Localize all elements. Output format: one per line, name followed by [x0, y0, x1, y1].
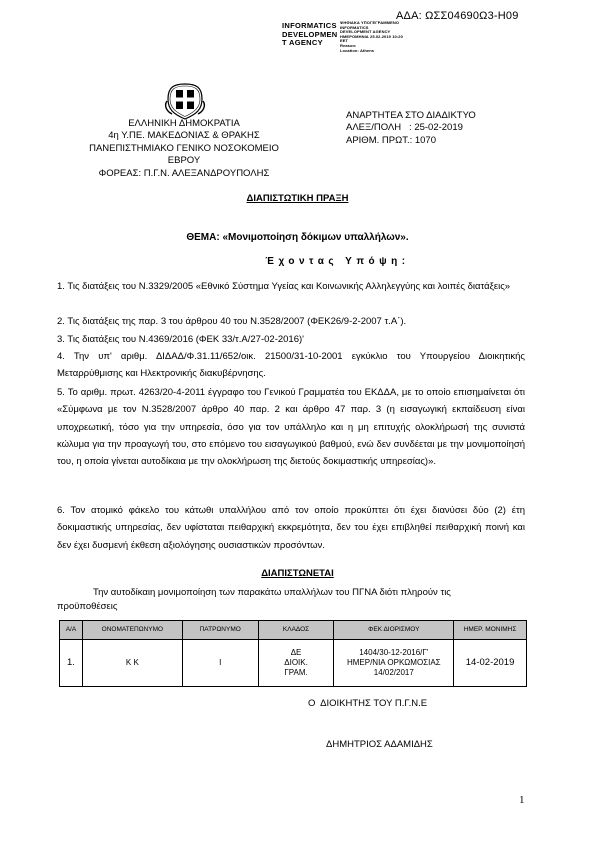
finding-text-continued: προϋποθέσεις	[57, 601, 118, 612]
column-header: ΠΑΤΡΩΝΥΜΟ	[182, 621, 258, 640]
clause-paragraph: 5. Το αριθμ. πρωτ. 4263/20-4-2011 έγγραφο του Γενικού Γραμματέα του ΕΚΔΔΑ, με το οποίο επισημαίνεται ότι «Σύμφωνα με τον Ν.3528/2007 άρθρο 40 παρ. 2 και άρθρο 47 παρ. 3 (η εισαγωγική εκπαίδευση είναι υποχρεωτική, τόσο για την υπηρεσία, όσο για τον υπάλληλο και η μη επιτυχής ολοκλήρωσή της συνιστά κώλυμα για την προαγωγή του, στο επόμενο του εισαγωγικού βαθμού, ενώ δεν συνδέεται με την μονιμοποίησή του, η οποία γίνεται αυτοδίκαια με την ολοκλήρωση της διετούς δοκιμαστικής υπηρεσίας)».	[57, 387, 525, 468]
finding-heading: ΔΙΑΠΙΣΤΩΝΕΤΑΙ	[261, 568, 334, 579]
column-header: ΦΕΚ ΔΙΟΡΙΣΜΟΥ	[334, 621, 454, 640]
clause-paragraph: 6. Τον ατομικό φάκελο του κάτωθι υπαλλήλου από τον οποίο προκύπτει ότι έχει διανύσει δύο (2) έτη δοκιμαστικής υπηρεσίας, δεν υφίσταται πειθαρχική εκκρεμότητα, δεν του έχει επιβληθεί πειθαρχική ποινή και δεν έχει δυσμενή έκθεση αξιολόγησης ουσιαστικών προσόντων.	[57, 505, 525, 551]
row-number: 1.	[60, 640, 83, 687]
employees-table	[59, 620, 527, 687]
publish-note: ΑΝΑΡΤΗΤΕΑ ΣΤΟ ΔΙΑΔΙΚΤΥΟ	[346, 110, 476, 121]
clause-paragraph: 4. Την υπ' αριθμ. ΔΙΔΑΔ/Φ.31.11/652/οικ. 21500/31-10-2001 εγκύκλιο του Υπουργείου Διοικητικής Μεταρρύθμισης και Ηλεκτρονικής διακυβέρνησης.	[57, 351, 525, 380]
issuer-line: ΠΑΝΕΠΙΣΤΗΜΙΑΚΟ ΓΕΝΙΚΟ ΝΟΣΟΚΟΜΕΙΟ	[89, 142, 279, 154]
protocol-number: ΑΡΙΘΜ. ΠΡΩΤ.: 1070	[346, 134, 437, 146]
finding-text: Την αυτοδίκαιη μονιμοποίηση των παρακάτω υπαλλήλων του ΠΓΝΑ διότι πληρούν τις	[93, 587, 451, 598]
document-type: ΔΙΑΠΙΣΤΩΤΙΚΗ ΠΡΑΞΗ	[246, 193, 349, 204]
subject-line: ΘΕΜΑ: «Μονιμοποίηση δόκιμων υπαλλήλων».	[186, 232, 409, 243]
issuer-line: ΦΟΡΕΑΣ: Π.Γ.Ν. ΑΛΕΞΑΝΔΡΟΥΠΟΛΗΣ	[98, 167, 270, 179]
issuer-block	[78, 118, 290, 180]
clause-paragraph: 3. Τις διατάξεις του Ν.4369/2016 (ΦΕΚ 33/τ.Α/27-02-2016)'	[57, 334, 304, 345]
tenure-date: 14-02-2019	[454, 640, 527, 687]
branch-cell: ΔΕ ΔΙΟΙΚ. ΓΡΑΜ.	[258, 640, 334, 687]
issuer-line: ΕΒΡΟΥ	[167, 155, 201, 167]
fek-cell: 1404/30-12-2016/Γ' ΗΜΕΡ/ΝΙΑ ΟΡΚΩΜΟΣΙΑΣ 14/02/2017	[334, 640, 454, 687]
having-in-mind-heading: Έχοντας Υπόψη:	[265, 256, 410, 267]
greek-emblem-icon	[164, 79, 206, 121]
signatory-name: ΔΗΜΗΤΡΙΟΣ ΑΔΑΜΙΔΗΣ	[326, 739, 433, 750]
table-header-row	[60, 621, 527, 640]
table-row	[60, 640, 527, 687]
signatory-title: Ο ΔΙΟΙΚΗΤΗΣ ΤΟΥ Π.Γ.Ν.Ε	[308, 698, 428, 709]
issuer-line: 4η Υ.ΠΕ. ΜΑΚΕΔΟΝΙΑΣ & ΘΡΑΚΗΣ	[108, 130, 260, 142]
page-number: 1	[519, 794, 525, 806]
column-header: Α/Α	[60, 621, 83, 640]
place-date: ΑΛΕΞ/ΠΟΛΗ : 25-02-2019	[346, 122, 463, 134]
clause-paragraph: 2. Τις διατάξεις της παρ. 3 του άρθρου 40 του Ν.3528/2007 (ΦΕΚ26/9-2-2007 τ.Α΄).	[57, 316, 407, 327]
column-header: ΚΛΑΔΟΣ	[258, 621, 334, 640]
father-name: Ι	[182, 640, 258, 687]
employee-name: Κ Κ	[82, 640, 182, 687]
document-meta	[346, 110, 476, 147]
column-header: ΟΝΟΜΑΤΕΠΩΝΥΜΟ	[82, 621, 182, 640]
issuer-line: ΕΛΛΗΝΙΚΗ ΔΗΜΟΚΡΑΤΙΑ	[128, 118, 240, 129]
digital-signature-info: ΨΗΦΙΑΚΑ ΥΠΟΓΕΓΡΑΜΜΕΝΟ INFORMATICS DEVELOPMENT AGENCY ΗΜΕΡΟΜΗΝΙΑ 25.02.2019 10:20 EET Reason: Location: Athens	[340, 20, 403, 53]
idika-stamp-text: INFORMATICS DEVELOPMEN T AGENCY	[282, 21, 338, 47]
clause-paragraph: 1. Τις διατάξεις του Ν.3329/2005 «Εθνικό Σύστημα Υγείας και Κοινωνικής Αλληλεγγύης και λοιπές διατάξεις»	[57, 281, 511, 292]
column-header: ΗΜΕΡ. ΜΟΝΙΜΗΣ	[454, 621, 527, 640]
ada-code: ΑΔΑ: ΩΣΣ04690Ω3-Η09	[396, 10, 519, 22]
